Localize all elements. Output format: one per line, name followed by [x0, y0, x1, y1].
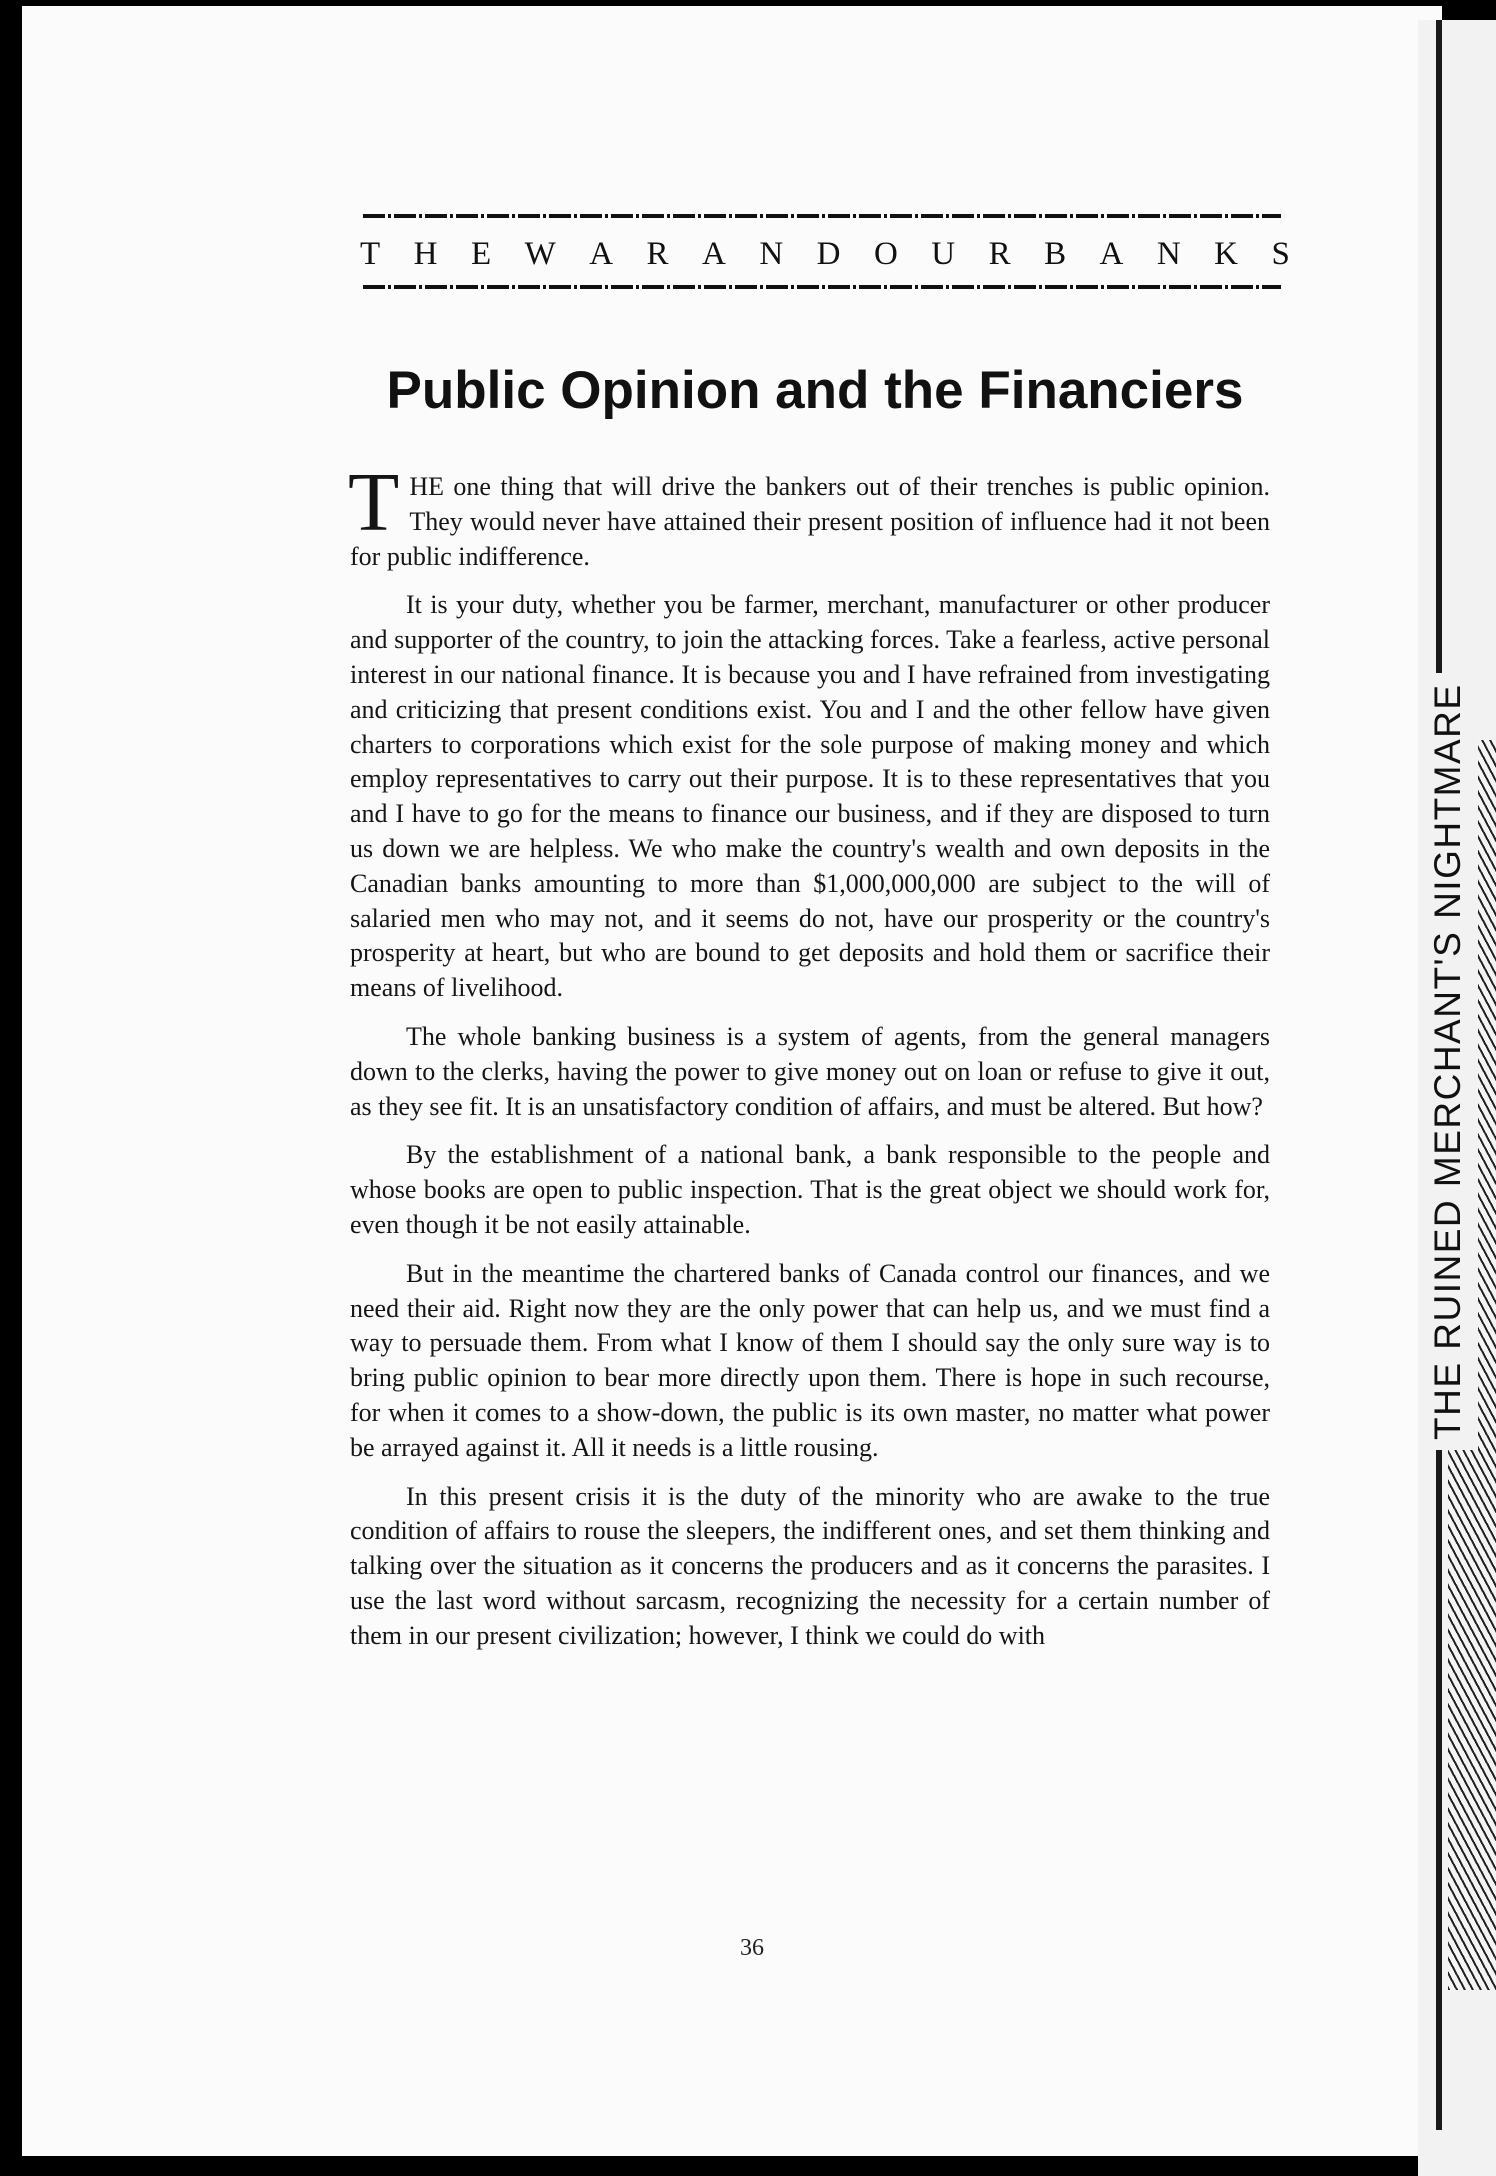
paragraph-3: The whole banking business is a system of agents, from the general managers down to the clerks, having the power to give money out on loan or refuse to give it out, as they see fit. It is an unsatisfactory condition of affairs, and must be altered. But how?	[350, 1021, 1270, 1121]
header-letter: W	[524, 236, 556, 272]
header-rule-bottom	[363, 285, 1281, 289]
running-header	[360, 236, 1290, 273]
header-letter: A	[589, 236, 614, 272]
header-letter: R	[646, 236, 669, 272]
header-letter: T	[360, 236, 381, 272]
paragraph-1-text: HE one thing that will drive the bankers out of their trenches is public opinion. They would never have attained their present position of influence had it not been for public indifference.	[350, 472, 1270, 571]
article-body	[348, 456, 1270, 1654]
header-letter: D	[816, 236, 841, 272]
header-letter: E	[470, 236, 492, 272]
header-letter: O	[873, 236, 898, 272]
header-letter: B	[1044, 236, 1067, 272]
paragraph-4: By the establishment of a national bank, a bank responsible to the people and whose books are open to public inspection. That is the great object we should work for, even though it be not easily attainable.	[350, 1140, 1270, 1239]
header-letter: A	[1099, 236, 1124, 272]
header-letter: R	[988, 236, 1011, 272]
drop-cap: T	[348, 456, 400, 549]
paragraph-5: But in the meantime the chartered banks of Canada control our finances, and we need their aid. Right now they are the only power that can help us, and we must find a way to persuade them. From what I know of them I should say the only sure way is to bring public opinion to bear more directly upon them. There is hope in such recourse, for when it comes to a show-down, the public is its own master, no matter what power be arrayed against it. All it needs is a little rousing.	[350, 1258, 1270, 1462]
header-letter: U	[931, 236, 956, 272]
header-letter: H	[413, 236, 438, 272]
paragraph-6: In this present crisis it is the duty of the minority who are awake to the true condition of affairs to rouse the sleepers, the indifferent ones, and set them thinking and talking over the situation as it concerns the producers and as it concerns the parasites. I use the last word without sarcasm, recognizing the necessity for a certain number of them in our present civilization; however, I think we could do with	[350, 1481, 1270, 1650]
article-title: Public Opinion and the Financiers	[386, 361, 1244, 420]
scan-left-edge	[0, 0, 22, 2176]
paragraph-2: It is your duty, whether you be farmer, merchant, manufacturer or other producer and supporter of the country, to join the attacking forces. Take a fearless, active personal interest in our national finance. It is because you and I have refrained from investigating and criticizing that present conditions exist. You and I and the other fellow have given charters to corporations which exist for the sole purpose of making money and which employ representatives to carry out their purpose. It is to these representatives that you and I have to go for the means to finance our business, and if they are disposed to turn us down we are helpless. We who make the country's wealth and own deposits in the Canadian banks amounting to more than $1,000,000,000 are subject to the will of salaried men who may not, and it seems do not, have our prosperity or the country's prosperity at heart, but who are bound to get deposits and hold them or sacrifice their means of livelihood.	[350, 590, 1270, 1003]
page-number: 36	[740, 1935, 764, 1961]
adjacent-page-title: THE RUINED MERCHANT'S NIGHTMARE	[1418, 673, 1478, 1450]
header-letter: N	[1156, 236, 1181, 272]
header-letter: K	[1214, 236, 1239, 272]
header-letter: S	[1271, 236, 1290, 272]
header-rule-top	[363, 214, 1281, 218]
paragraph-1	[348, 456, 1270, 574]
header-letter: A	[702, 236, 726, 272]
header-letter: N	[759, 236, 784, 272]
